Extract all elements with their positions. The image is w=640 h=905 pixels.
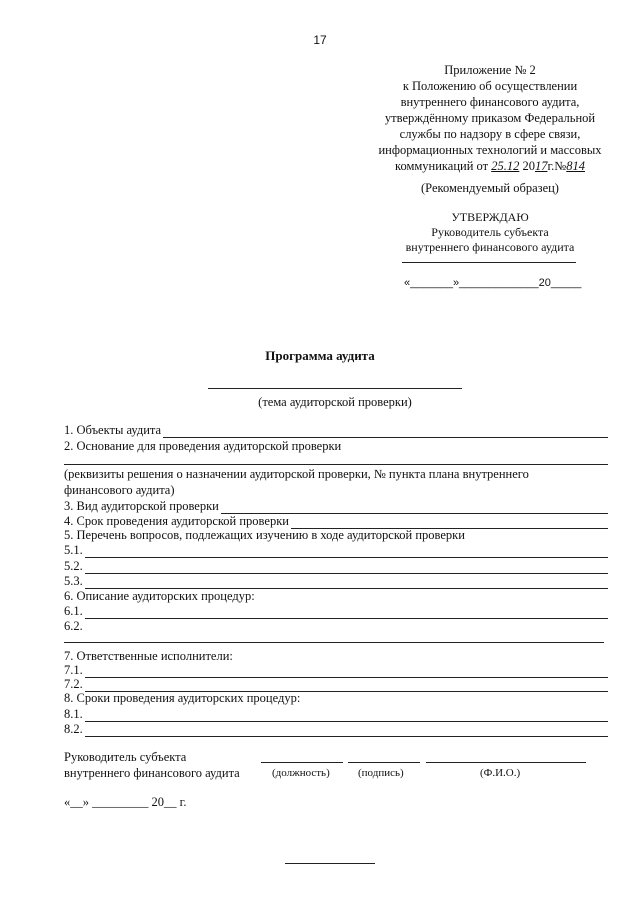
- fill-line: [85, 545, 608, 558]
- item-label: 1. Объекты аудита: [64, 423, 162, 437]
- item-6-1: [64, 604, 608, 619]
- date-suffix: г.№: [547, 159, 567, 173]
- approver-title-1: Руководитель субъекта: [431, 225, 549, 239]
- item-label: 4. Срок проведения аудиторской проверки: [64, 514, 289, 528]
- handwritten-order-number: 814: [566, 159, 585, 173]
- date-mid: 20: [519, 159, 535, 173]
- date-prefix: коммуникаций от: [395, 159, 492, 173]
- item-6-2: 6.2.: [64, 619, 83, 633]
- item-label: 7.2.: [64, 677, 83, 691]
- item-label: 5.1.: [64, 543, 83, 557]
- item-label: 5.3.: [64, 574, 83, 588]
- fio-caption: (Ф.И.О.): [480, 767, 521, 779]
- position-caption: (должность): [272, 767, 330, 779]
- handwritten-date: 25.12: [491, 159, 520, 173]
- item-5-1: [64, 543, 608, 558]
- item-label: 5.2.: [64, 559, 83, 573]
- document-title: Программа аудита: [265, 348, 375, 363]
- approver-title-2: внутреннего финансового аудита: [405, 240, 575, 254]
- fill-line: [85, 724, 608, 737]
- item-label: 3. Вид аудиторской проверки: [64, 499, 219, 513]
- fill-line: [85, 709, 608, 722]
- topic-line: [208, 388, 462, 389]
- item-label: 7.1.: [64, 663, 83, 677]
- procedure-line: [64, 642, 604, 643]
- approval-date: «_______»_____________20_____: [404, 277, 582, 289]
- topic-caption: (тема аудиторской проверки): [258, 395, 412, 409]
- basis-note-1: (реквизиты решения о назначении аудиторской проверки, № пункта плана внутреннего: [64, 467, 529, 481]
- item-audit-basis: 2. Основание для проведения аудиторской проверки: [64, 439, 342, 453]
- appendix-line: службы по надзору в сфере связи,: [399, 127, 581, 141]
- signatory-title-2: внутреннего финансового аудита: [64, 766, 240, 780]
- basis-note-2: финансового аудита): [64, 483, 175, 497]
- item-executors: 7. Ответственные исполнители:: [64, 649, 233, 663]
- fill-line: [85, 606, 608, 619]
- item-audit-objects: [64, 423, 608, 438]
- item-5-2: [64, 559, 608, 574]
- signature-line: [348, 762, 420, 763]
- page-number: 17: [313, 33, 327, 47]
- approver-signature-line: [402, 262, 576, 263]
- footer-line: [285, 863, 375, 864]
- basis-line: [64, 464, 608, 465]
- fill-line: [85, 576, 608, 589]
- appendix-line: к Положению об осуществлении: [402, 79, 578, 93]
- fill-line: [85, 561, 608, 574]
- item-procedure-terms: 8. Сроки проведения аудиторских процедур:: [64, 691, 301, 705]
- signature-caption: (подпись): [358, 767, 404, 779]
- fill-line: [163, 425, 608, 438]
- approval-block: [390, 210, 590, 255]
- approve-label: УТВЕРЖДАЮ: [451, 210, 529, 224]
- appendix-line: Приложение № 2: [444, 63, 536, 77]
- item-questions: 5. Перечень вопросов, подлежащих изучению в ходе аудиторской проверки: [64, 528, 465, 542]
- handwritten-year: 17: [534, 159, 548, 173]
- item-label: 8.1.: [64, 707, 83, 721]
- appendix-line: информационных технологий и массовых: [378, 143, 602, 157]
- item-8-1: [64, 707, 608, 722]
- item-7-2: [64, 677, 608, 692]
- item-label: 8.2.: [64, 722, 83, 736]
- recommended-sample: (Рекомендуемый образец): [421, 181, 559, 195]
- item-7-1: [64, 663, 608, 678]
- position-line: [261, 762, 343, 763]
- appendix-block: [360, 62, 620, 174]
- item-audit-type: [64, 499, 608, 514]
- appendix-line: внутреннего финансового аудита,: [400, 95, 580, 109]
- item-8-2: [64, 722, 608, 737]
- item-5-3: [64, 574, 608, 589]
- appendix-line: утверждённому приказом Федеральной: [384, 111, 596, 125]
- signatory-title-1: Руководитель субъекта: [64, 750, 187, 764]
- item-label: 6.1.: [64, 604, 83, 618]
- fill-line: [221, 501, 608, 514]
- item-audit-period: [64, 514, 608, 529]
- name-line: [426, 762, 586, 763]
- item-procedures: 6. Описание аудиторских процедур:: [64, 589, 255, 603]
- signature-date: «__» _________ 20__ г.: [64, 795, 187, 809]
- appendix-date-line: [360, 158, 620, 174]
